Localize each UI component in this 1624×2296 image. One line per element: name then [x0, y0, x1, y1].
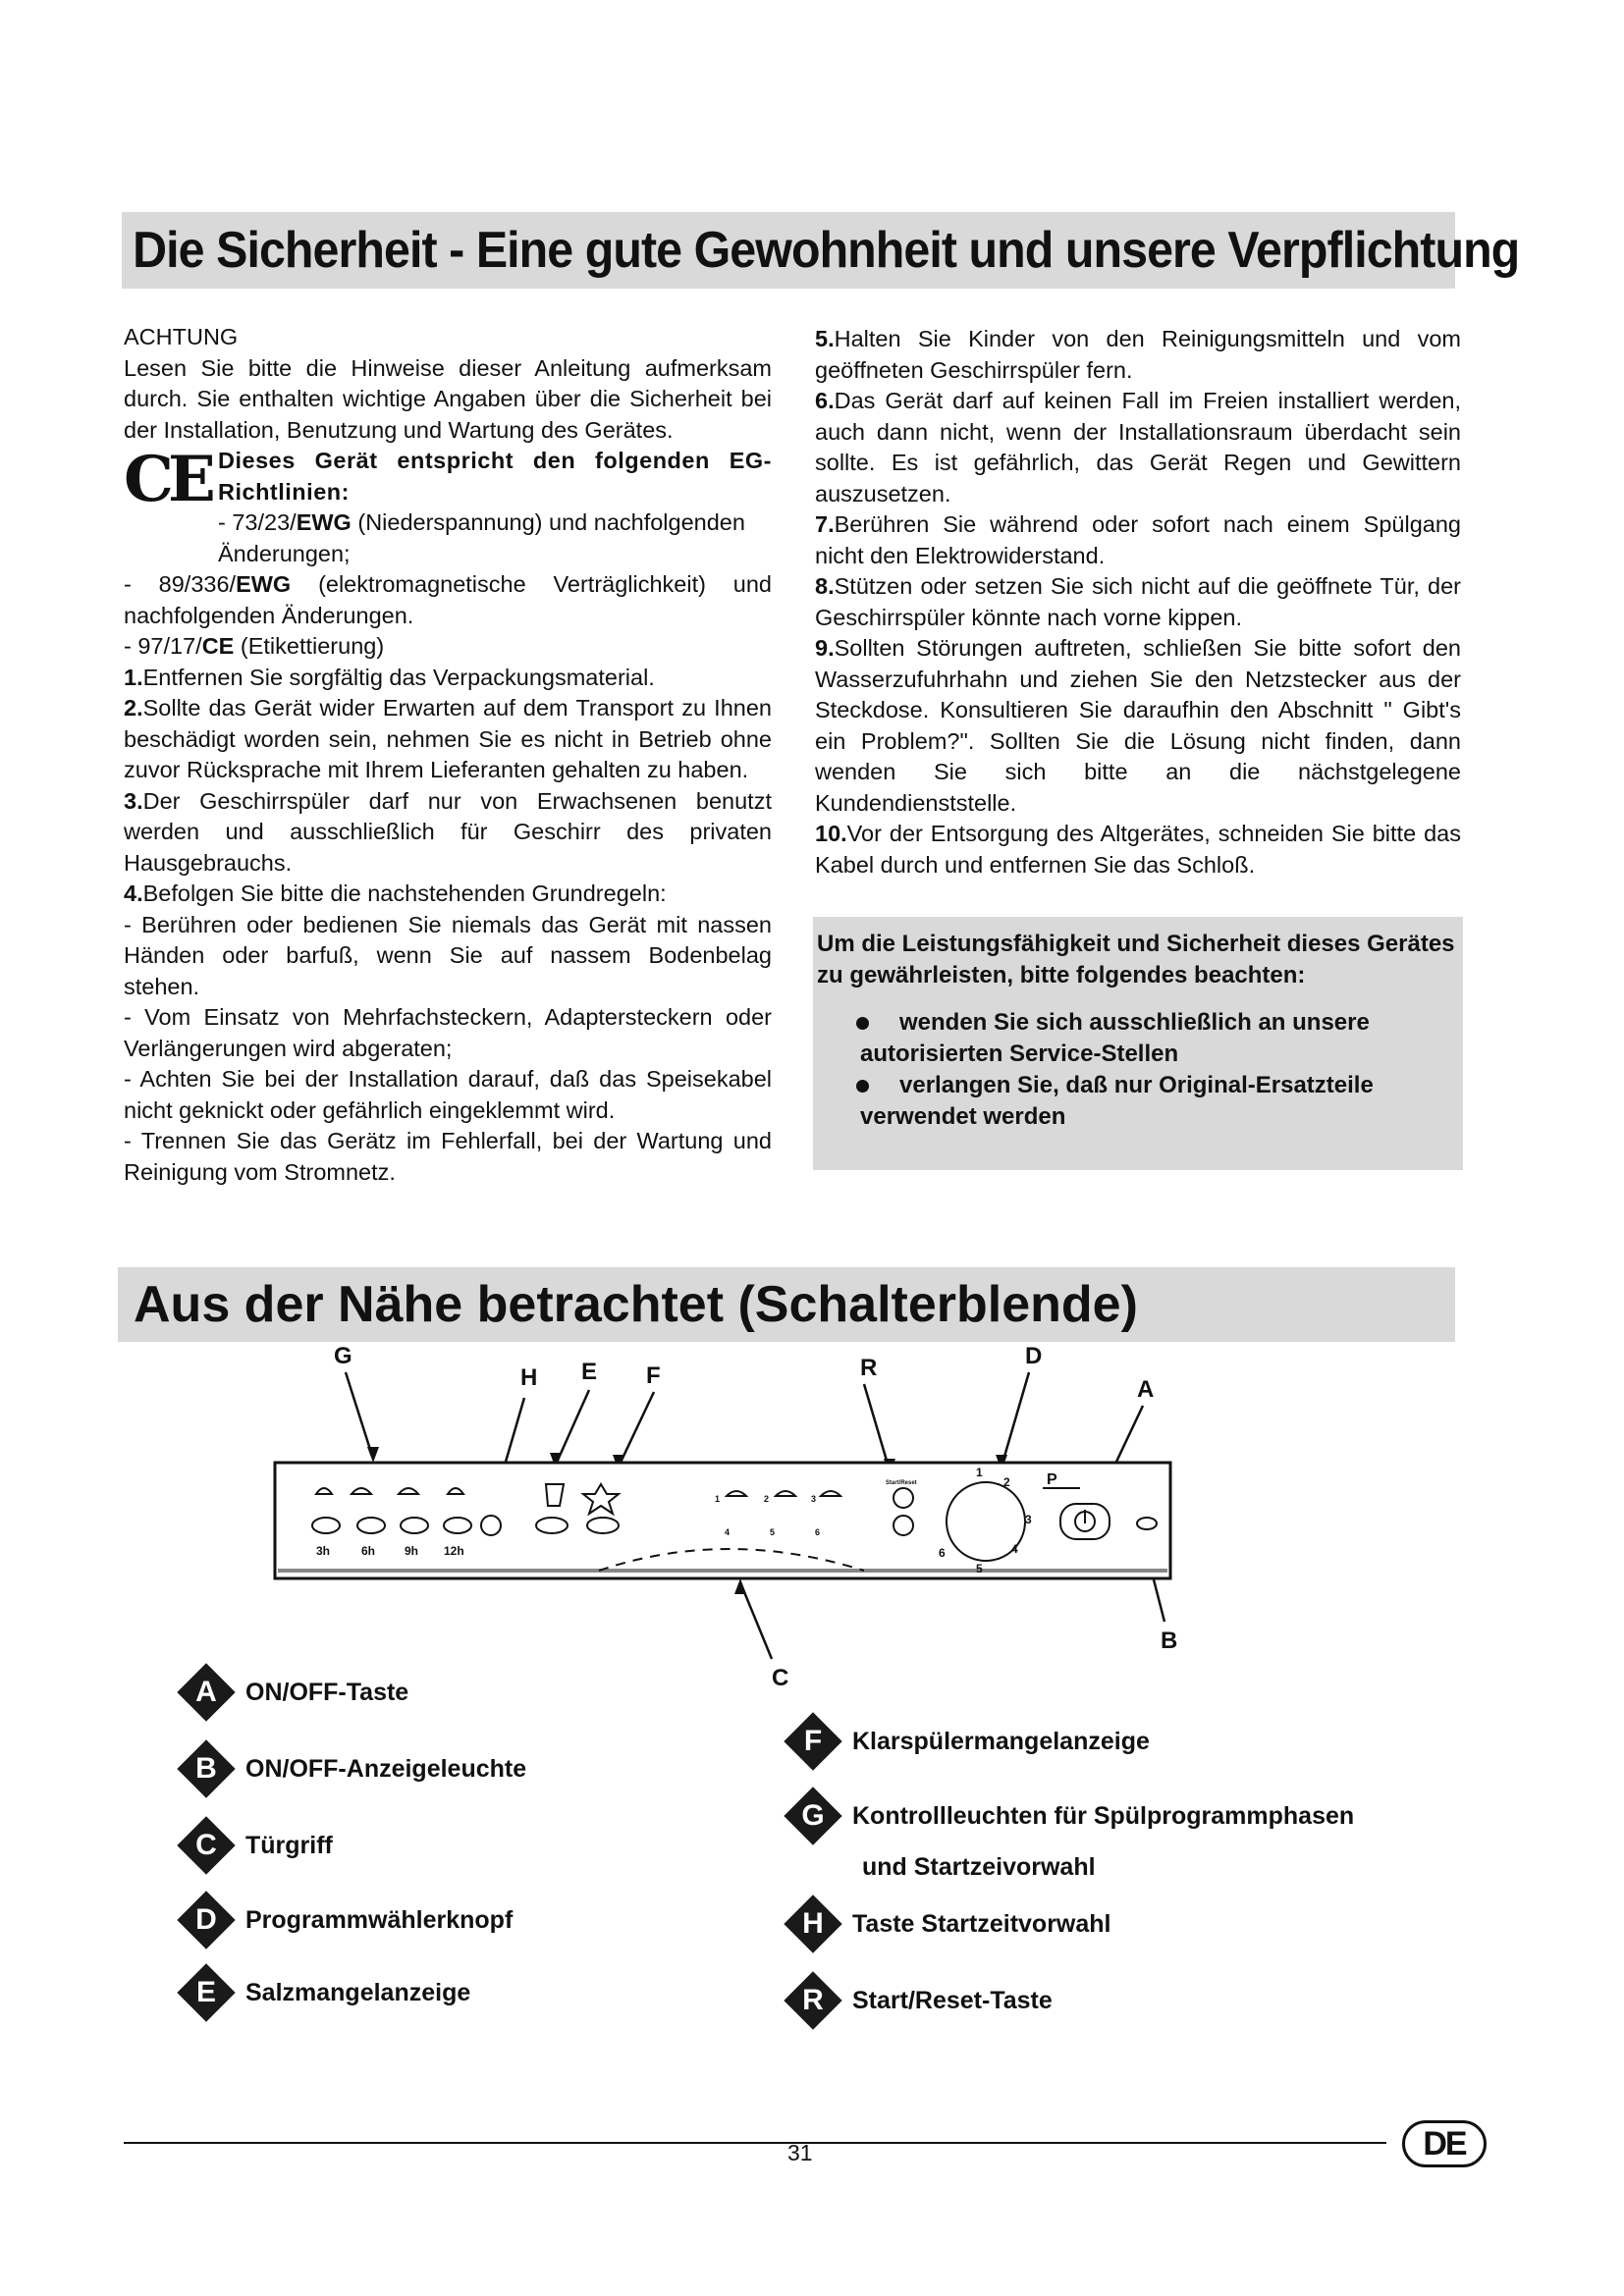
- safety-item-5: 5.Halten Sie Kinder von den Reinigungsmitteln und vom geöffneten Geschirrspüler fern.: [815, 326, 1461, 383]
- callout-label-c: C: [772, 1665, 789, 1691]
- diamond-g-icon: G: [784, 1787, 842, 1845]
- dial-number-5: 5: [976, 1562, 983, 1575]
- safety-intro: Lesen Sie bitte die Hinweise dieser Anleitung aufmerksam durch. Sie enthalten wichtige Angaben über die Sicherheit bei der Installation, Benutzung und Wartung des Gerätes.: [124, 354, 772, 443]
- safety-item-8: 8.Stützen oder setzen Sie sich nicht auf die geöffnete Tür, der Geschirrspüler könnte nach vorne kippen.: [815, 573, 1461, 630]
- safety-item-7: 7.Berühren Sie während oder sofort nach einem Spülgang nicht den Elektrowiderstand.: [815, 511, 1461, 568]
- program-label-6: 6: [815, 1527, 821, 1537]
- start-reset-small-label: Start/Reset: [886, 1480, 917, 1486]
- dial-number-6: 6: [939, 1546, 946, 1560]
- service-note-bullet: wenden Sie sich ausschließlich an unsere autorisierten Service-Stellen: [860, 1007, 1463, 1070]
- callout-label-e: E: [581, 1359, 598, 1385]
- legend-item-a: A ON/OFF-Taste: [177, 1663, 408, 1722]
- diamond-h-icon: H: [784, 1895, 842, 1953]
- program-label-3: 3: [811, 1494, 817, 1504]
- legend-item-g: G Kontrollleuchten für Spülprogrammphasen: [784, 1787, 1354, 1845]
- program-label-5: 5: [770, 1527, 776, 1537]
- language-badge-de: DE: [1402, 2120, 1487, 2167]
- callout-label-r: R: [860, 1355, 878, 1381]
- diamond-f-icon: F: [784, 1712, 842, 1771]
- program-label-1: 1: [715, 1494, 721, 1504]
- legend-item-b: B ON/OFF-Anzeigeleuchte: [177, 1739, 526, 1798]
- diamond-e-icon: E: [177, 1963, 236, 2022]
- program-label-4: 4: [725, 1527, 731, 1537]
- directive-1: - 73/23/EWG (Niederspannung) und nachfolgenden Änderungen;: [218, 509, 745, 566]
- diamond-b-icon: B: [177, 1739, 236, 1798]
- legend-item-r: R Start/Reset-Taste: [784, 1971, 1053, 2030]
- program-label-2: 2: [764, 1494, 770, 1504]
- safety-item-9: 9.Sollten Störungen auftreten, schließen Sie bitte sofort den Wasserzufuhrhahn und ziehen Sie den Netzstecker aus der Steckdose. Konsultieren Sie daraufhin den Abschnitt " Gibt's ein Problem?". Sollten Sie die Lösung nicht finden, dann wenden Sie sich bitte an die nächstgelegene Kundendienststelle.: [815, 635, 1461, 816]
- diamond-c-icon: C: [177, 1816, 236, 1875]
- safety-item-10: 10.Vor der Entsorgung des Altgerätes, schneiden Sie bitte das Kabel durch und entfernen Sie das Schloß.: [815, 821, 1461, 878]
- safety-item-3: 3.Der Geschirrspüler darf nur von Erwachsenen benutzt werden und ausschließlich für Geschirr des privaten Hausgebrauchs.: [124, 787, 772, 876]
- safety-rule-4: - Trennen Sie das Gerätz im Fehlerfall, bei der Wartung und Reinigung vom Stromnetz.: [124, 1128, 772, 1185]
- service-note-intro: Um die Leistungsfähigkeit und Sicherheit dieses Gerätes zu gewährleisten, bitte folgendes beachten:: [817, 931, 1455, 988]
- safety-rule-2: - Vom Einsatz von Mehrfachsteckern, Adaptersteckern oder Verlängerungen wird abgeraten;: [124, 1004, 772, 1061]
- callout-label-h: H: [520, 1364, 538, 1391]
- legend-item-h: H Taste Startzeitvorwahl: [784, 1895, 1111, 1953]
- ce-mark-logo: CE: [124, 443, 210, 516]
- callout-label-g: G: [334, 1343, 352, 1369]
- time-label-6h: 6h: [361, 1544, 376, 1558]
- legend-item-g-line2: und Startzeivorwahl: [862, 1853, 1096, 1881]
- page-number: 31: [787, 2140, 813, 2165]
- safety-item-2: 2.Sollte das Gerät wider Erwarten auf dem Transport zu Ihnen beschädigt worden sein, nehmen Sie es nicht in Betrieb ohne zuvor Rücksprache mit Ihrem Lieferanten gehalten zu haben.: [124, 695, 772, 782]
- dial-number-4: 4: [1011, 1542, 1018, 1556]
- safety-item-4: 4.Befolgen Sie bitte die nachstehenden Grundregeln:: [124, 881, 667, 906]
- time-label-12h: 12h: [444, 1544, 464, 1558]
- safety-rule-3: - Achten Sie bei der Installation darauf, daß das Speisekabel nicht geknickt oder gefährlich eingeklemmt wird.: [124, 1066, 772, 1123]
- callout-label-a: A: [1137, 1376, 1155, 1403]
- directive-3: - 97/17/CE (Etikettierung): [124, 633, 385, 659]
- section-title-control-panel: Aus der Nähe betrachtet (Schalterblende): [134, 1276, 1138, 1333]
- ce-heading: Dieses Gerät entspricht den folgenden EG-Richtlinien:: [218, 448, 772, 505]
- achtung-label: ACHTUNG: [124, 324, 239, 349]
- time-label-9h: 9h: [405, 1544, 419, 1558]
- diamond-a-icon: A: [177, 1663, 236, 1722]
- dial-number-3: 3: [1025, 1513, 1032, 1526]
- diamond-d-icon: D: [177, 1891, 236, 1949]
- safety-rule-1: - Berühren oder bedienen Sie niemals das Gerät mit nassen Händen oder barfuß, wenn Sie auf nassem Bodenbelag stehen.: [124, 911, 772, 999]
- dial-number-2: 2: [1003, 1475, 1010, 1489]
- safety-item-1: 1.Entfernen Sie sorgfältig das Verpackungsmaterial.: [124, 664, 655, 690]
- time-label-3h: 3h: [316, 1544, 331, 1558]
- legend-item-e: E Salzmangelanzeige: [177, 1963, 470, 2022]
- diamond-r-icon: R: [784, 1971, 842, 2030]
- footer-rule: [124, 2142, 1386, 2144]
- callout-label-b: B: [1161, 1628, 1178, 1654]
- callout-label-f: F: [646, 1362, 661, 1389]
- dial-number-1: 1: [976, 1466, 983, 1479]
- service-note-bullet: verlangen Sie, daß nur Original-Ersatzteile verwendet werden: [860, 1070, 1463, 1133]
- callout-label-d: D: [1025, 1343, 1043, 1369]
- directive-2: - 89/336/EWG (elektromagnetische Verträglichkeit) und nachfolgenden Änderungen.: [124, 571, 772, 628]
- legend-item-d: D Programmwählerknopf: [177, 1891, 513, 1949]
- safety-item-6: 6.Das Gerät darf auf keinen Fall im Freien installiert werden, auch dann nicht, wenn der Installationsraum überdacht sein sollte. Es ist gefährlich, das Gerät Regen und Gewittern auszusetzen.: [815, 388, 1461, 507]
- legend-item-c: C Türgriff: [177, 1816, 333, 1875]
- section-title-safety: Die Sicherheit - Eine gute Gewohnheit und unsere Verpflichtung: [133, 222, 1520, 279]
- p-label: P: [1047, 1471, 1057, 1488]
- legend-item-f: F Klarspülermangelanzeige: [784, 1712, 1150, 1771]
